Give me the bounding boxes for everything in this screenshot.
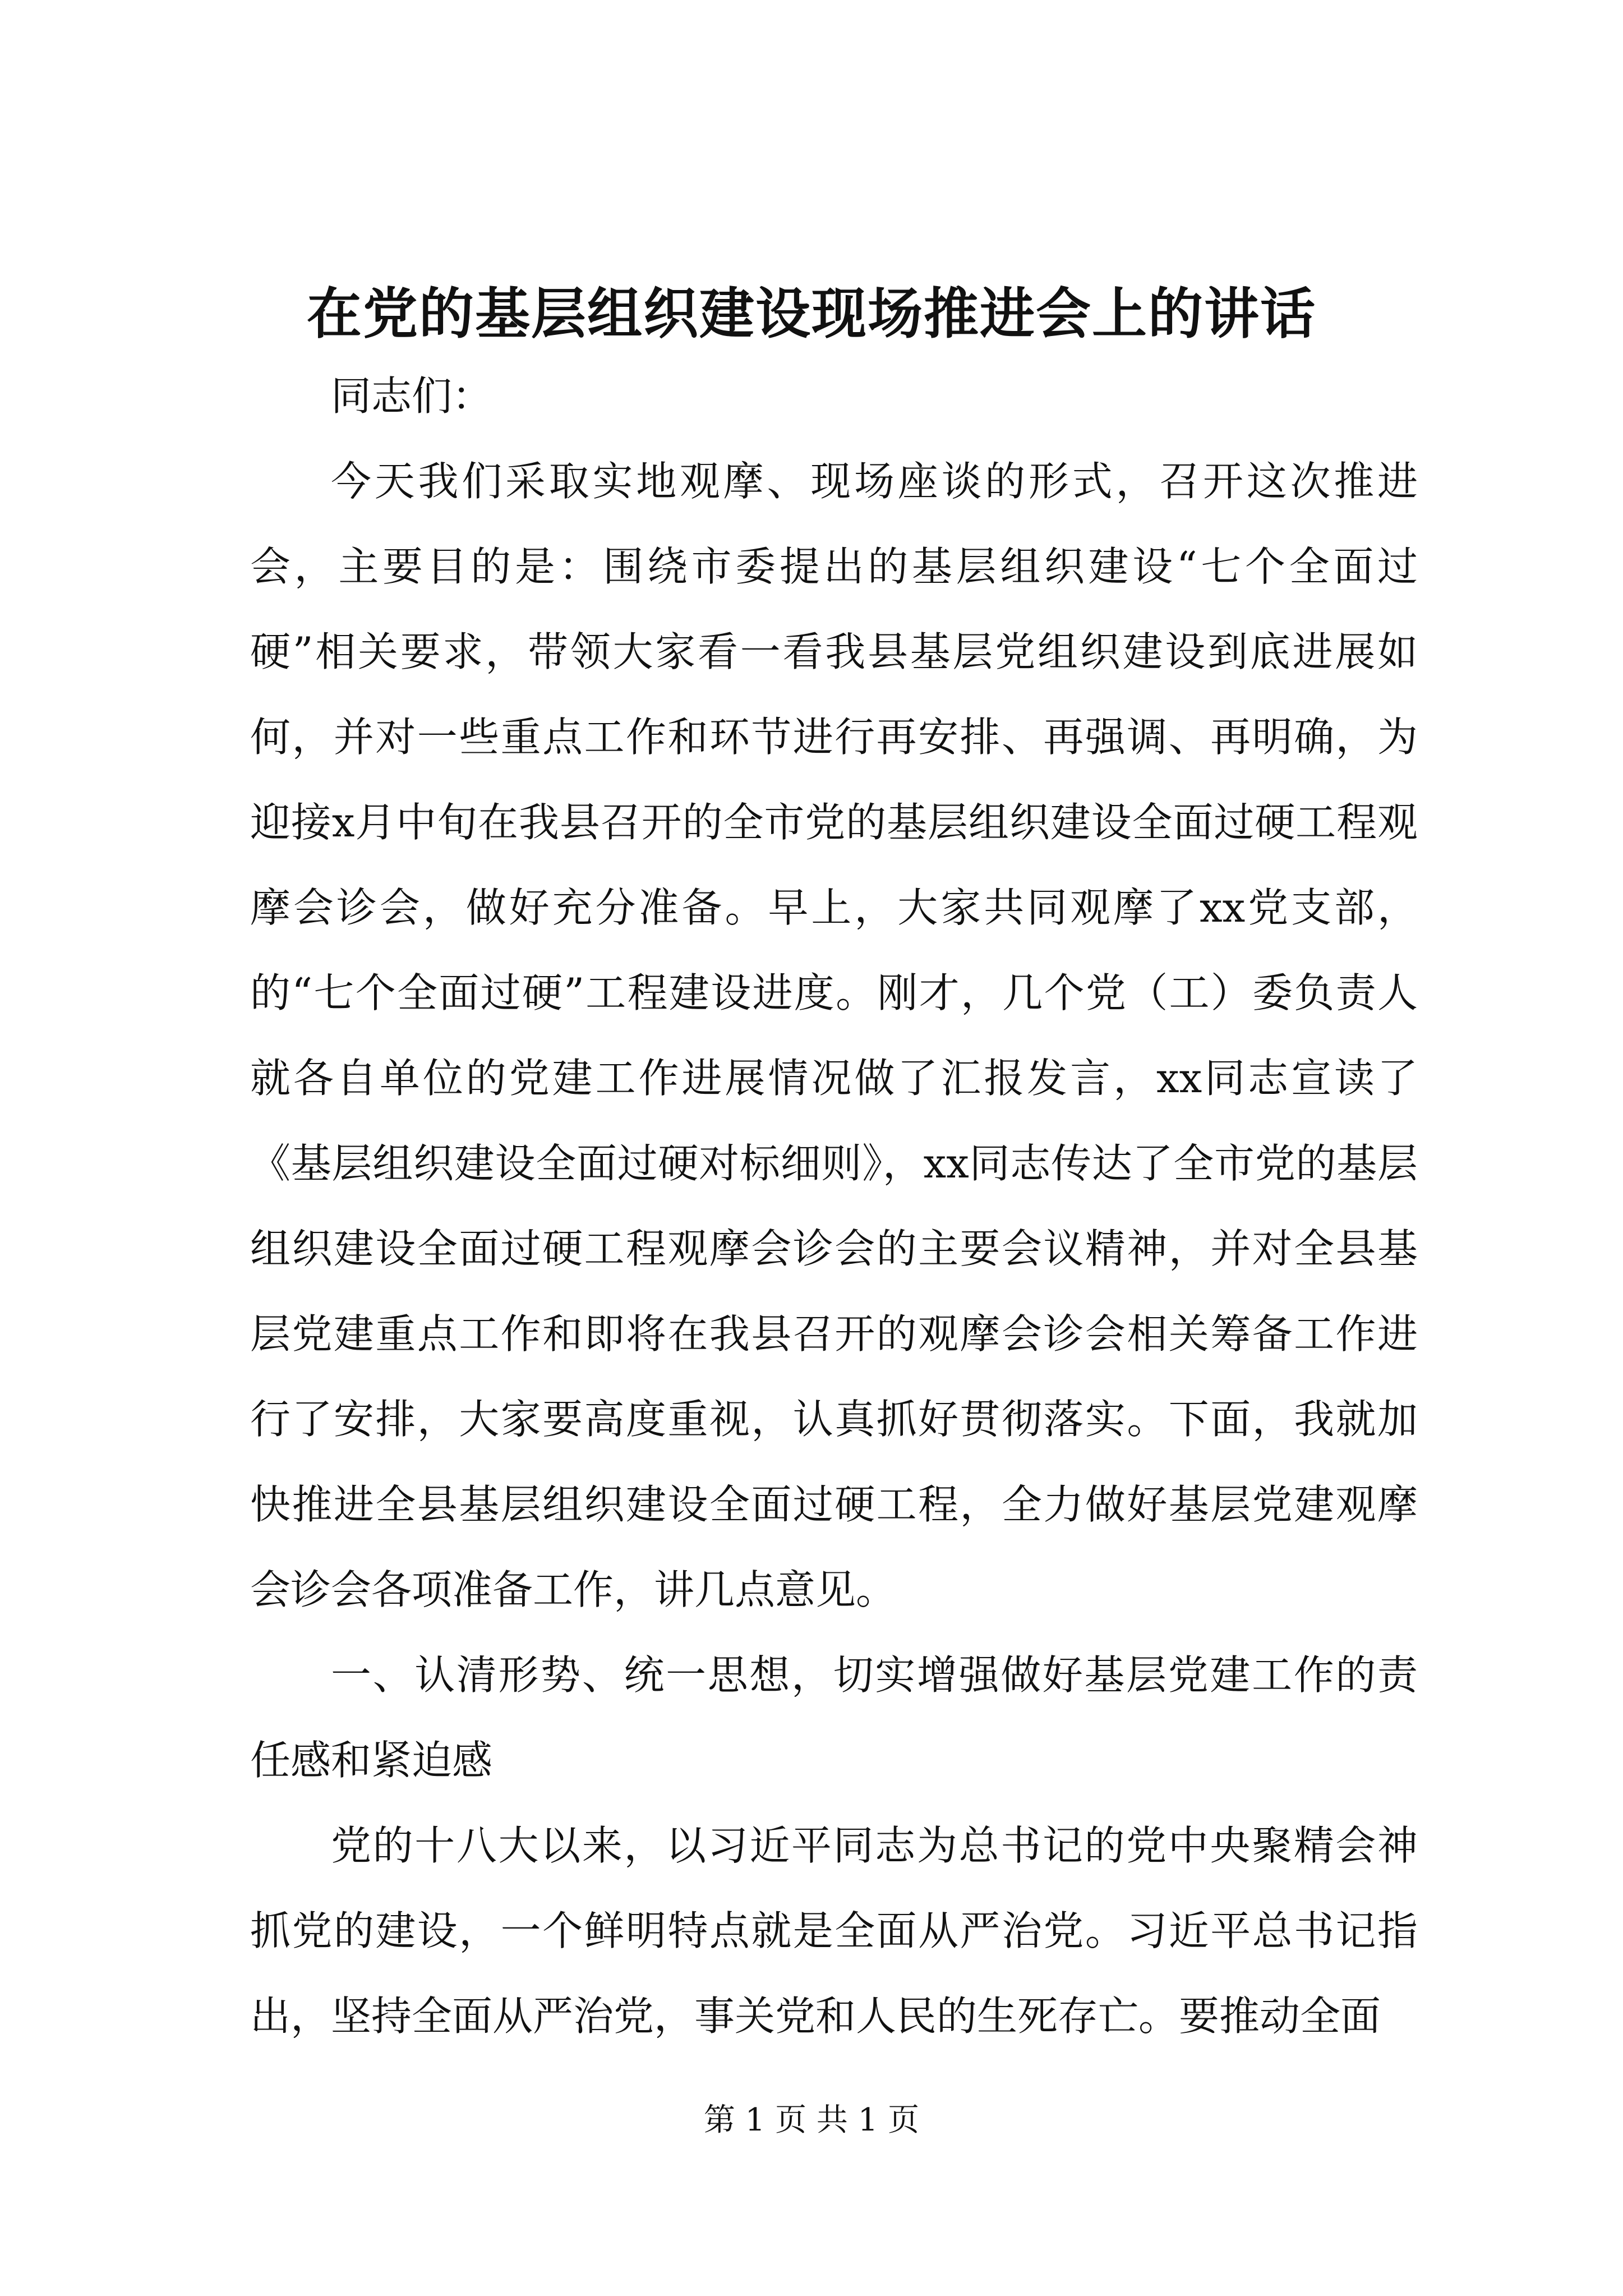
paragraph-section-1: 党的十八大以来，以习近平同志为总书记的党中央聚精会神抓党的建设，一个鲜明特点就是全面从严治党。习近平总书记指出，坚持全面从严治党，事关党和人民的生死存亡。要推动全面 bbox=[250, 1822, 1418, 2040]
document-body bbox=[250, 353, 1418, 2059]
salutation: 同志们： bbox=[331, 372, 493, 420]
page-number-footer: 第 1 页 共 1 页 bbox=[703, 2102, 920, 2138]
section-heading-1: 一、认清形势、统一思想，切实增强做好基层党建工作的责任感和紧迫感 bbox=[250, 1651, 1418, 1784]
document-title: 在党的基层组织建设现场推进会上的讲话 bbox=[306, 282, 1316, 346]
paragraph-intro: 今天我们采取实地观摩、现场座谈的形式，召开这次推进会，主要目的是：围绕市委提出的基层组织建设“七个全面过硬”相关要求，带领大家看一看我县基层党组织建设到底进展如何，并对一些重点工作和环节进行再安排、再强调、再明确，为迎接x月中旬在我县召开的全市党的基层组织建设全面过硬工程观摩会诊会，做好充分准备。早上，大家共同观摩了xx党支部，的“七个全面过硬”工程建设进度。刚才，几个党（工）委负责人就各自单位的党建工作进展情况做了汇报发言，xx同志宣读了《基层组织建设全面过硬对标细则》，xx同志传达了全市党的基层组织建设全面过硬工程观摩会诊会的主要会议精神，并对全县基层党建重点工作和即将在我县召开的观摩会诊会相关筹备工作进行了安排，大家要高度重视，认真抓好贯彻落实。下面，我就加快推进全县基层组织建设全面过硬工程，全力做好基层党建观摩会诊会各项准备工作，讲几点意见。 bbox=[250, 458, 1418, 1613]
